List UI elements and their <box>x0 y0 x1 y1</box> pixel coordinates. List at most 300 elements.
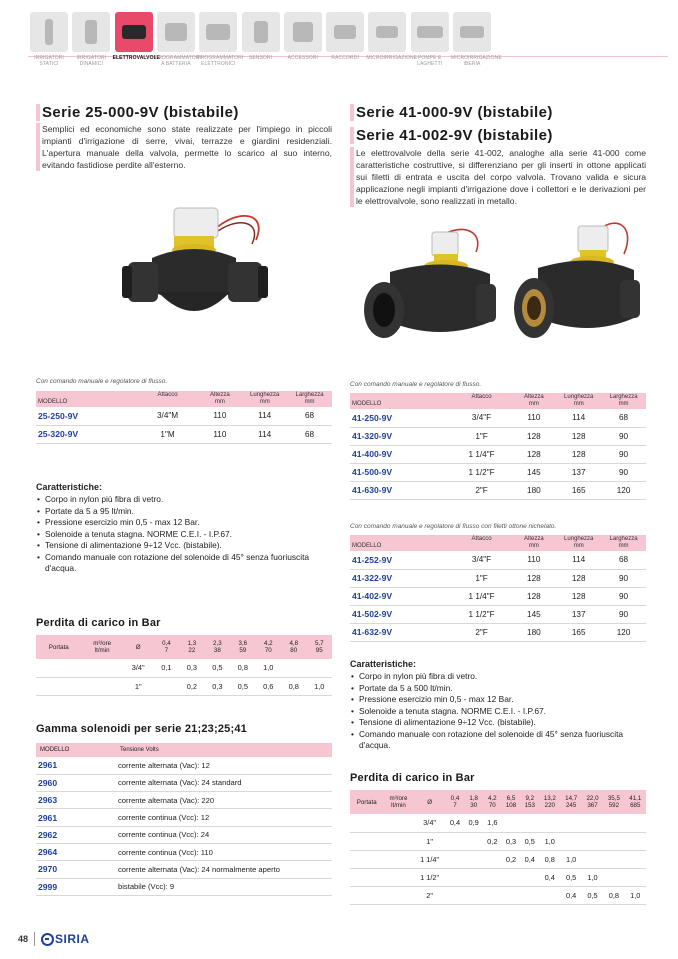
table-cell: 110 <box>511 409 556 427</box>
loss-value <box>483 868 502 886</box>
right-intro: Le elettrovalvole della serie 41-002, analoghe alla serie 41-000 come caratteristiche costruttive, si differenziano per gli inserti in ottone applicati sui filetti di entrata e uscita del corpo valvola. Trovano valida e sicura applicazione negli impianti d'irrigazione dove i collettori e le derivazioni per le elettrovalvole, sono realizzati in metallo. <box>350 147 646 207</box>
solenoid-voltage: corrente alternata (Vac): 24 normalmente aperto <box>116 861 332 878</box>
solenoid-voltage: corrente continua (Vcc): 24 <box>116 826 332 843</box>
solenoid-row <box>36 878 332 895</box>
nav-category-7[interactable] <box>282 12 324 74</box>
loss-value <box>154 677 179 695</box>
table-cell: 90 <box>601 605 646 623</box>
brand-logo-icon <box>41 933 54 946</box>
nav-category-5[interactable] <box>197 12 244 74</box>
table-cell: 128 <box>511 587 556 605</box>
r2-header-4: Larghezza mm <box>601 535 646 551</box>
loss-value: 1,0 <box>582 868 603 886</box>
brand-logo <box>41 932 90 946</box>
page-footer <box>18 932 90 946</box>
loss-flow-value: 4,8 80 <box>281 635 306 659</box>
table-cell: 114 <box>556 551 601 569</box>
category-label: SENSORI <box>248 55 273 61</box>
loss-spacer <box>383 868 413 886</box>
feature-item: • Portate da 5 a 95 lt/min. <box>36 506 332 518</box>
category-label: PROGRAMMATORI A BATTERIA <box>154 55 202 67</box>
loss-flow-value: 0,4 7 <box>154 635 179 659</box>
nav-category-3[interactable] <box>112 12 161 74</box>
loss-value <box>603 850 624 868</box>
loss-size: 1 1/4" <box>414 850 446 868</box>
left-column <box>36 104 332 171</box>
solenoid-section <box>36 723 332 896</box>
loss-value <box>464 850 483 868</box>
r1-header-2: Altezza mm <box>511 393 556 409</box>
model-code: 41-322-9V <box>350 569 452 587</box>
r1-header-0: MODELLO <box>350 393 452 409</box>
loss-row <box>36 659 332 677</box>
loss-value <box>483 850 502 868</box>
left-header-4: Larghezza mm <box>287 391 332 407</box>
table-cell: 120 <box>601 623 646 641</box>
category-icon <box>30 12 68 52</box>
table-row <box>36 425 332 443</box>
solenoid-row <box>36 792 332 809</box>
table-row <box>350 569 646 587</box>
loss-flow-value: 1,3 22 <box>179 635 204 659</box>
right-caption-2: Con comando manuale e regolatore di flusso con filetti ottone nichelato. <box>350 523 557 530</box>
table-cell: 114 <box>242 425 287 443</box>
table-cell: 128 <box>511 445 556 463</box>
loss-header-row <box>36 635 332 659</box>
feature-item: • Solenoide a tenuta stagna. NORME C.E.I. - I.P.67. <box>350 706 646 718</box>
table-cell: 128 <box>556 587 601 605</box>
table-cell: 1"F <box>452 427 512 445</box>
category-icon <box>368 12 406 52</box>
left-intro: Semplici ed economiche sono state realizzate per l'impiego in piccoli impianti d'irrigazione di serre, vivai, terrazze e giardini residenziali. L'apertura manuale della valvola, permette lo scarico al suo interno, evitando fastidiose perdite all'esterno. <box>36 123 332 171</box>
loss-spacer <box>82 659 123 677</box>
table-cell: 128 <box>556 445 601 463</box>
nav-category-6[interactable] <box>240 12 282 74</box>
loss-value <box>446 868 465 886</box>
table-row <box>36 407 332 425</box>
loss-value <box>539 814 560 832</box>
right-caption-1: Con comando manuale e regolatore di flusso. <box>350 381 482 388</box>
loss-row <box>350 886 646 904</box>
category-icon <box>284 12 322 52</box>
loss-value <box>603 832 624 850</box>
nav-category-11[interactable] <box>451 12 502 74</box>
loss-value: 0,2 <box>179 677 204 695</box>
category-label: ACCESSORI <box>287 55 318 61</box>
solenoid-voltage: corrente alternata (Vac): 220 <box>116 792 332 809</box>
loss-spacer <box>383 886 413 904</box>
loss-flow-value: 3,6 59 <box>230 635 255 659</box>
loss-value <box>446 832 465 850</box>
nav-category-9[interactable] <box>366 12 418 74</box>
solenoid-header-1: Tensione Volts <box>116 743 332 757</box>
loss-value: 0,5 <box>582 886 603 904</box>
category-icon <box>157 12 195 52</box>
loss-value: 0,8 <box>230 659 255 677</box>
right-loss-section <box>350 772 646 905</box>
loss-spacer <box>350 850 383 868</box>
loss-value <box>464 832 483 850</box>
category-label: ELETTROVALVOLE <box>112 55 161 61</box>
left-loss-section <box>36 617 332 696</box>
loss-row <box>36 677 332 695</box>
category-nav <box>28 12 668 74</box>
table-row <box>350 481 646 499</box>
loss-value <box>603 868 624 886</box>
solenoid-row <box>36 809 332 826</box>
table-cell: 1 1/4"F <box>452 445 512 463</box>
loss-value <box>625 868 646 886</box>
loss-units-label: m³/ore lt/min <box>82 635 123 659</box>
solenoid-code: 2970 <box>36 861 116 878</box>
table-cell: 3/4"F <box>452 551 512 569</box>
model-code: 41-320-9V <box>350 427 452 445</box>
loss-row <box>350 868 646 886</box>
loss-flow-value: 5,7 95 <box>306 635 332 659</box>
nav-category-10[interactable] <box>409 12 451 74</box>
loss-value: 0,8 <box>281 677 306 695</box>
loss-value <box>281 659 306 677</box>
loss-value: 0,3 <box>502 832 521 850</box>
solenoid-row <box>36 861 332 878</box>
category-icon <box>242 12 280 52</box>
r1-header-1: Attacco <box>452 393 512 409</box>
table-cell: 90 <box>601 445 646 463</box>
nav-category-8[interactable] <box>324 12 366 74</box>
loss-flow-value: 1,8 30 <box>464 790 483 814</box>
loss-value <box>582 832 603 850</box>
loss-value: 0,8 <box>603 886 624 904</box>
loss-value <box>625 832 646 850</box>
category-icon <box>72 12 110 52</box>
table-cell: 128 <box>556 569 601 587</box>
loss-value: 0,4 <box>446 814 465 832</box>
solenoid-code: 2963 <box>36 792 116 809</box>
table-cell: 128 <box>556 427 601 445</box>
left-header-3: Lunghezza mm <box>242 391 287 407</box>
loss-value <box>625 850 646 868</box>
table-cell: 180 <box>511 481 556 499</box>
loss-value <box>483 886 502 904</box>
loss-spacer <box>36 677 82 695</box>
right-loss-table <box>350 790 646 905</box>
category-label: RACCORDI <box>331 55 359 61</box>
table-cell: 128 <box>511 427 556 445</box>
solenoid-voltage: bistabile (Vcc): 9 <box>116 878 332 895</box>
loss-spacer <box>36 659 82 677</box>
loss-header-row <box>350 790 646 814</box>
category-icon <box>326 12 364 52</box>
loss-diameter-label: Ø <box>123 635 154 659</box>
loss-size: 3/4" <box>123 659 154 677</box>
solenoid-code: 2960 <box>36 774 116 791</box>
left-header-0: MODELLO <box>36 391 138 407</box>
category-label: POMPE E LAGHETTI <box>417 55 443 67</box>
table-cell: 1"M <box>138 425 198 443</box>
loss-size: 1" <box>414 832 446 850</box>
table-cell: 120 <box>601 481 646 499</box>
r2-header-1: Attacco <box>452 535 512 551</box>
loss-spacer <box>350 814 383 832</box>
loss-row <box>350 850 646 868</box>
table-cell: 110 <box>197 407 242 425</box>
table-cell: 137 <box>556 463 601 481</box>
loss-value: 0,2 <box>483 832 502 850</box>
model-code: 41-402-9V <box>350 587 452 605</box>
r2-header-2: Altezza mm <box>511 535 556 551</box>
solenoid-table <box>36 743 332 896</box>
model-code: 41-502-9V <box>350 605 452 623</box>
model-code: 41-252-9V <box>350 551 452 569</box>
table-row <box>350 605 646 623</box>
table-row <box>350 445 646 463</box>
loss-value: 0,3 <box>205 677 230 695</box>
loss-value <box>560 832 581 850</box>
loss-value <box>306 659 332 677</box>
loss-value <box>446 850 465 868</box>
feature-item: • Portate da 5 a 500 lt/min. <box>350 683 646 695</box>
r2-header-3: Lunghezza mm <box>556 535 601 551</box>
model-code: 25-250-9V <box>36 407 138 425</box>
right-model-table-1 <box>350 393 646 500</box>
feature-item: • Tensione di alimentazione 9÷12 Vcc. (bistabile). <box>350 717 646 729</box>
solenoid-voltage: corrente alternata (Vac): 12 <box>116 757 332 774</box>
loss-value: 0,5 <box>560 868 581 886</box>
loss-value: 1,0 <box>306 677 332 695</box>
feature-item: • Comando manuale con rotazione del solenoide di 45° senza fuoriuscita d'acqua. <box>350 729 646 752</box>
table-cell: 68 <box>601 409 646 427</box>
category-label: MICROIRRIGAZIONE <box>366 55 418 61</box>
solenoid-voltage: corrente continua (Vcc): 110 <box>116 843 332 860</box>
loss-flow-value: 14,7 245 <box>560 790 581 814</box>
left-features-title: Caratteristiche: <box>36 482 103 492</box>
table-row <box>350 623 646 641</box>
feature-item: • Pressione esercizio min 0,5 - max 12 Bar. <box>36 517 332 529</box>
right-features <box>350 659 646 752</box>
loss-portata-label: Portata <box>350 790 383 814</box>
loss-value <box>625 814 646 832</box>
loss-value: 0,5 <box>205 659 230 677</box>
loss-value <box>464 868 483 886</box>
nav-category-2[interactable] <box>70 12 112 74</box>
left-model-section <box>36 378 332 444</box>
solenoid-header-0: MODELLO <box>36 743 116 757</box>
feature-item: • Corpo in nylon più fibra di vetro. <box>36 494 332 506</box>
loss-flow-value: 6,5 108 <box>502 790 521 814</box>
left-model-table <box>36 391 332 444</box>
solenoid-code: 2961 <box>36 757 116 774</box>
solenoid-row <box>36 826 332 843</box>
model-code: 25-320-9V <box>36 425 138 443</box>
loss-value <box>446 886 465 904</box>
left-series-title: Serie 25-000-9V (bistabile) <box>36 104 332 121</box>
table-cell: 90 <box>601 569 646 587</box>
footer-divider <box>34 932 35 946</box>
loss-units-label: m³/ore lt/min <box>383 790 413 814</box>
solenoid-row <box>36 774 332 791</box>
loss-value <box>520 868 539 886</box>
feature-item: • Pressione esercizio min 0,5 - max 12 Bar. <box>350 694 646 706</box>
loss-value <box>582 814 603 832</box>
loss-value <box>464 886 483 904</box>
right-features-title: Caratteristiche: <box>350 659 417 669</box>
right-model-table-2 <box>350 535 646 642</box>
solenoid-code: 2999 <box>36 878 116 895</box>
loss-value <box>520 886 539 904</box>
page-number: 48 <box>18 934 29 944</box>
loss-value: 0,2 <box>502 850 521 868</box>
left-loss-title: Perdita di carico in Bar <box>36 617 161 629</box>
loss-size: 1 1/2" <box>414 868 446 886</box>
valve-41-000-image <box>360 222 500 362</box>
loss-value <box>560 814 581 832</box>
left-features <box>36 482 332 575</box>
r1-header-3: Lunghezza mm <box>556 393 601 409</box>
model-code: 41-632-9V <box>350 623 452 641</box>
loss-value: 1,0 <box>625 886 646 904</box>
loss-flow-value: 22,0 367 <box>582 790 603 814</box>
table-row <box>350 463 646 481</box>
loss-value: 0,5 <box>230 677 255 695</box>
table-cell: 2"F <box>452 481 512 499</box>
loss-value: 1,0 <box>560 850 581 868</box>
model-code: 41-250-9V <box>350 409 452 427</box>
loss-spacer <box>350 868 383 886</box>
table-cell: 165 <box>556 623 601 641</box>
loss-value <box>502 868 521 886</box>
table-cell: 110 <box>197 425 242 443</box>
table-row <box>350 427 646 445</box>
loss-value: 1,6 <box>483 814 502 832</box>
feature-item: • Tensione di alimentazione 9÷12 Vcc. (bistabile). <box>36 540 332 552</box>
category-icon <box>199 12 237 52</box>
loss-spacer <box>82 677 123 695</box>
loss-value <box>502 814 521 832</box>
table-cell: 3/4"M <box>138 407 198 425</box>
category-icon <box>453 12 491 52</box>
solenoid-code: 2964 <box>36 843 116 860</box>
loss-spacer <box>350 832 383 850</box>
loss-spacer <box>383 814 413 832</box>
solenoid-voltage: corrente continua (Vcc): 12 <box>116 809 332 826</box>
table-cell: 1 1/4"F <box>452 587 512 605</box>
solenoid-row <box>36 843 332 860</box>
loss-flow-value: 4,2 70 <box>256 635 281 659</box>
loss-flow-value: 2,3 38 <box>205 635 230 659</box>
category-icon <box>411 12 449 52</box>
loss-value: 0,1 <box>154 659 179 677</box>
loss-size: 2" <box>414 886 446 904</box>
solenoid-code: 2962 <box>36 826 116 843</box>
nav-category-1[interactable] <box>28 12 70 74</box>
right-column <box>350 104 646 207</box>
loss-flow-value: 9,2 153 <box>520 790 539 814</box>
loss-spacer <box>350 886 383 904</box>
loss-value: 0,9 <box>464 814 483 832</box>
category-label: MICROIRRIGAZIONE IBERIA <box>451 55 502 67</box>
loss-value: 1,0 <box>256 659 281 677</box>
loss-value: 0,6 <box>256 677 281 695</box>
model-code: 41-500-9V <box>350 463 452 481</box>
right-model-section-1 <box>350 381 646 500</box>
table-cell: 145 <box>511 463 556 481</box>
table-cell: 1 1/2"F <box>452 463 512 481</box>
table-cell: 128 <box>511 569 556 587</box>
solenoid-title: Gamma solenoidi per serie 21;23;25;41 <box>36 723 247 735</box>
table-cell: 3/4"F <box>452 409 512 427</box>
right-loss-title: Perdita di carico in Bar <box>350 772 475 784</box>
table-cell: 145 <box>511 605 556 623</box>
loss-value <box>582 850 603 868</box>
r1-header-4: Larghezza mm <box>601 393 646 409</box>
right-series-title-2: Serie 41-002-9V (bistabile) <box>350 127 646 144</box>
valve-25-000-image <box>118 200 278 335</box>
nav-category-4[interactable] <box>154 12 202 74</box>
loss-value: 0,4 <box>560 886 581 904</box>
loss-flow-value: 35,5 592 <box>603 790 624 814</box>
loss-row <box>350 832 646 850</box>
table-cell: 1"F <box>452 569 512 587</box>
loss-size: 1" <box>123 677 154 695</box>
table-cell: 1 1/2"F <box>452 605 512 623</box>
loss-value <box>502 886 521 904</box>
table-cell: 2"F <box>452 623 512 641</box>
loss-value: 0,4 <box>539 868 560 886</box>
category-icon <box>115 12 153 52</box>
category-label: IRRIGATORI STATICI <box>34 55 64 67</box>
model-code: 41-630-9V <box>350 481 452 499</box>
valve-41-002-image <box>512 212 642 362</box>
loss-value <box>539 886 560 904</box>
loss-spacer <box>383 832 413 850</box>
left-loss-table <box>36 635 332 696</box>
table-cell: 137 <box>556 605 601 623</box>
brand-name: SIRIA <box>55 932 90 946</box>
solenoid-row <box>36 757 332 774</box>
loss-value: 1,0 <box>539 832 560 850</box>
loss-size: 3/4" <box>414 814 446 832</box>
loss-value: 0,3 <box>179 659 204 677</box>
loss-portata-label: Portata <box>36 635 82 659</box>
loss-flow-value: 41,1 685 <box>625 790 646 814</box>
loss-flow-value: 13,2 220 <box>539 790 560 814</box>
table-cell: 90 <box>601 587 646 605</box>
loss-diameter-label: Ø <box>414 790 446 814</box>
table-cell: 165 <box>556 481 601 499</box>
table-row <box>350 551 646 569</box>
table-cell: 114 <box>556 409 601 427</box>
table-cell: 90 <box>601 427 646 445</box>
table-cell: 180 <box>511 623 556 641</box>
loss-value <box>520 814 539 832</box>
loss-spacer <box>383 850 413 868</box>
loss-value: 0,5 <box>520 832 539 850</box>
model-code: 41-400-9V <box>350 445 452 463</box>
feature-item: • Comando manuale con rotazione del solenoide di 45° senza fuoriuscita d'acqua. <box>36 552 332 575</box>
table-cell: 114 <box>242 407 287 425</box>
table-cell: 68 <box>287 425 332 443</box>
left-header-2: Altezza mm <box>197 391 242 407</box>
loss-flow-value: 0,4 7 <box>446 790 465 814</box>
loss-row <box>350 814 646 832</box>
left-header-1: Attacco <box>138 391 198 407</box>
solenoid-voltage: corrente alternata (Vac): 24 standard <box>116 774 332 791</box>
feature-item: • Corpo in nylon più fibra di vetro. <box>350 671 646 683</box>
solenoid-code: 2961 <box>36 809 116 826</box>
category-label: IRRIGATORI DINAMICI <box>76 55 107 67</box>
loss-value: 0,8 <box>539 850 560 868</box>
right-series-title-1: Serie 41-000-9V (bistabile) <box>350 104 646 121</box>
